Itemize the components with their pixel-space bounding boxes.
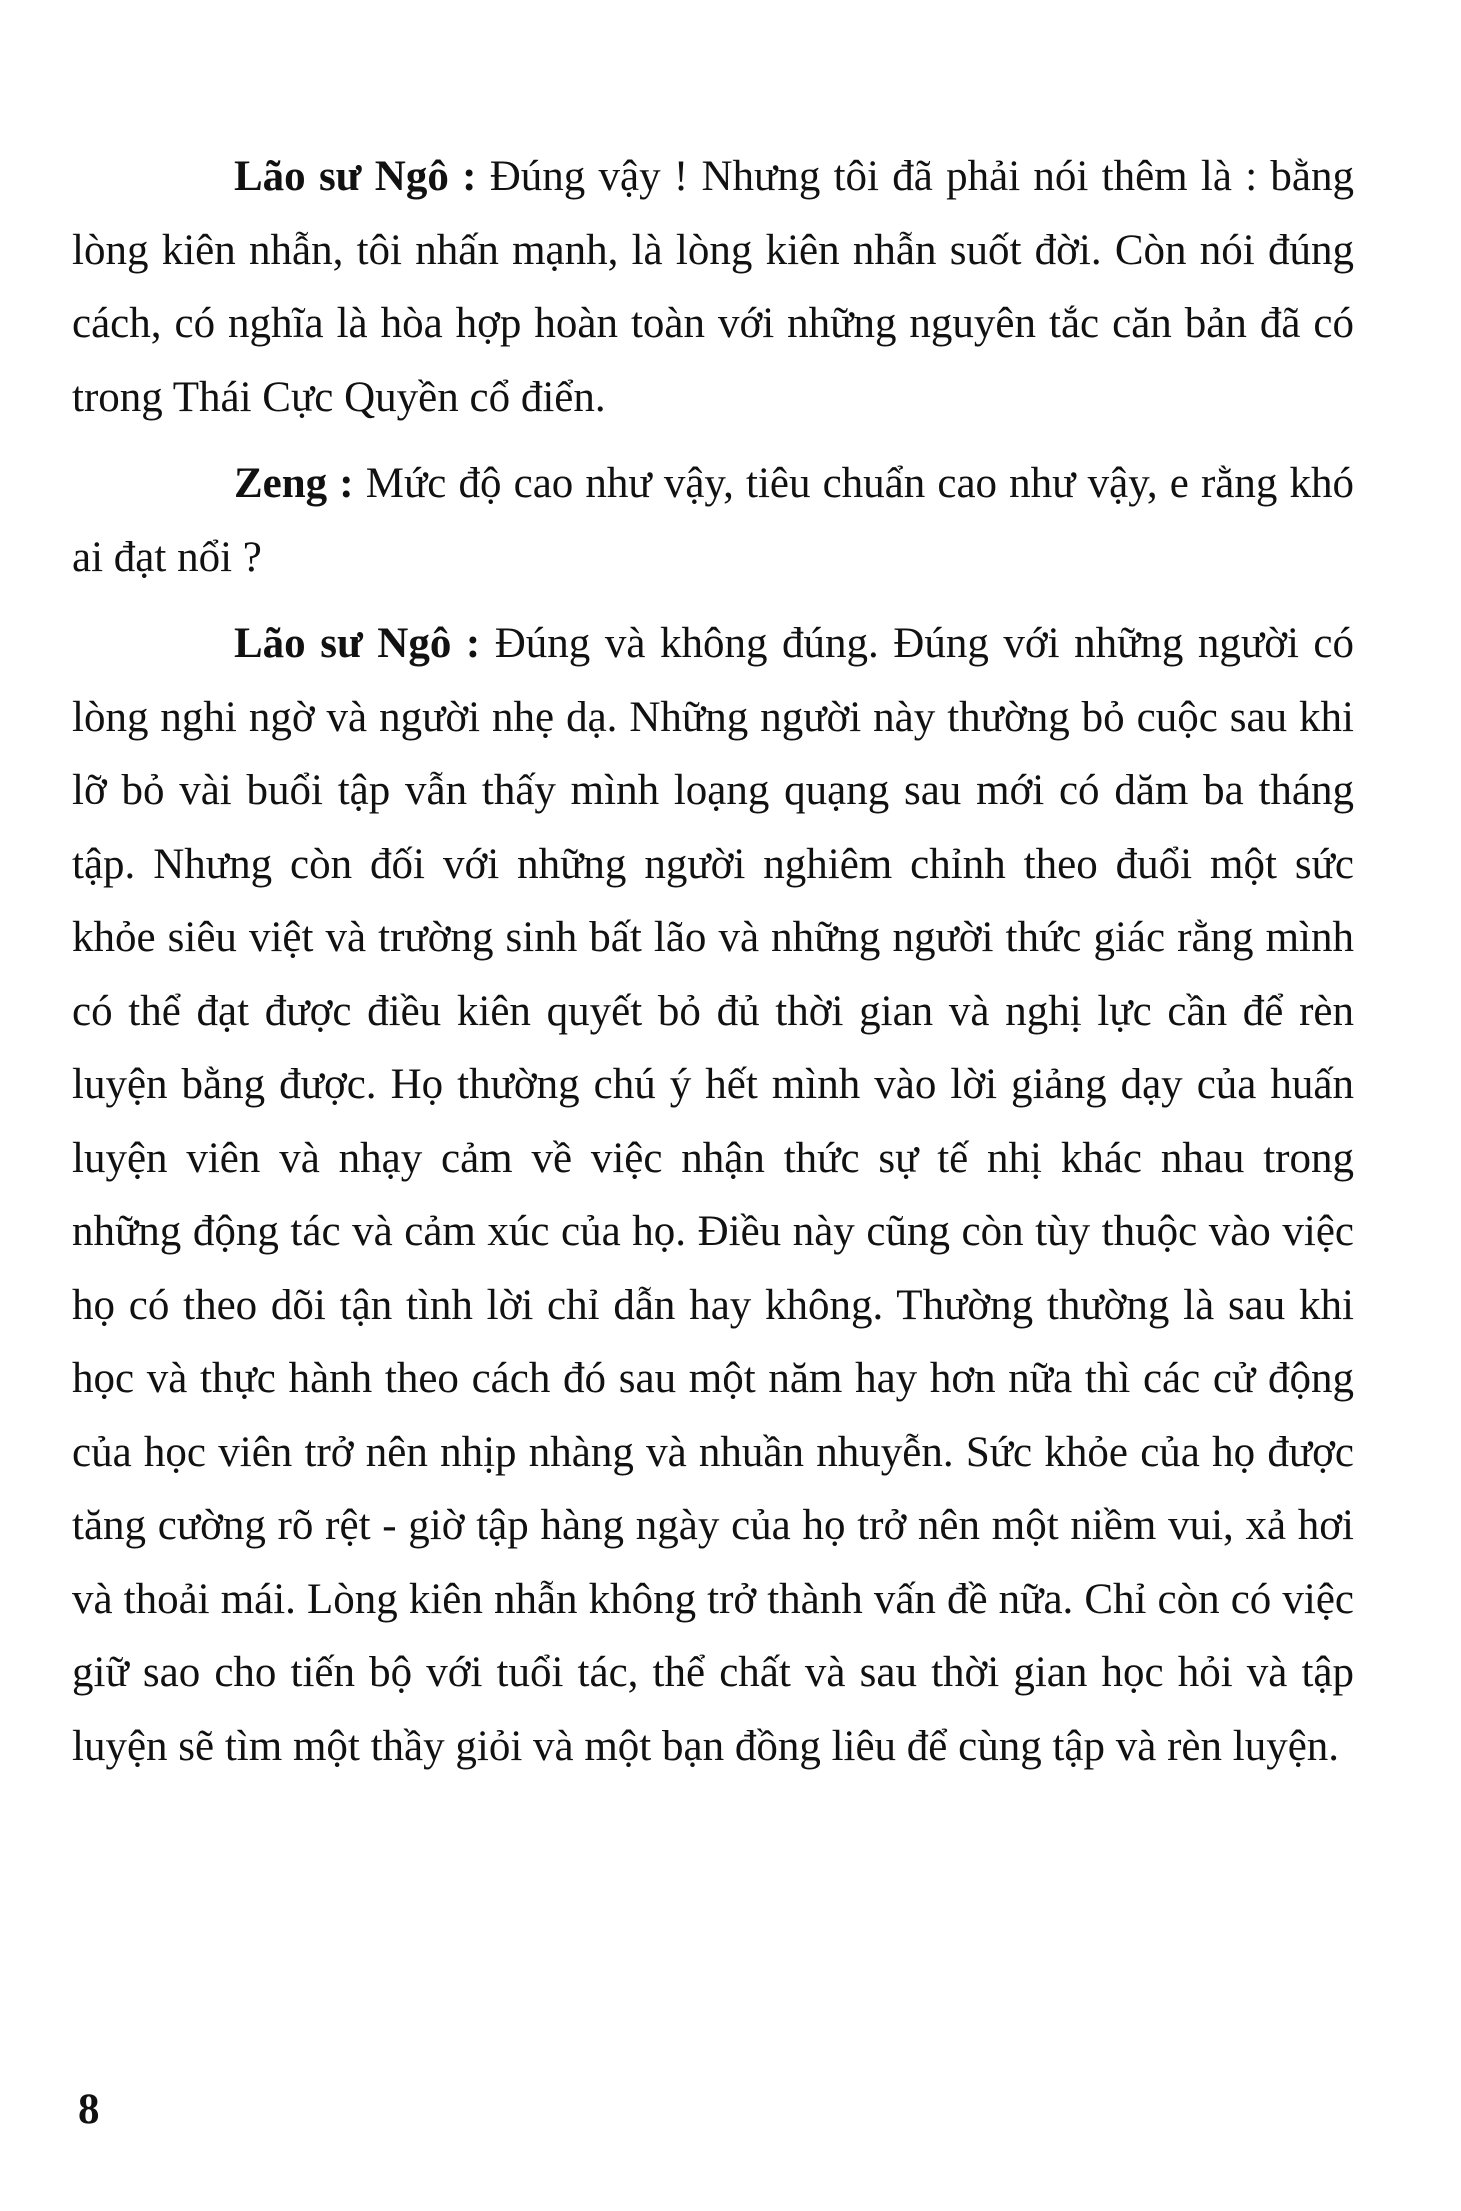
paragraph-text: Đúng vậy ! Nhưng tôi đã phải nói thêm là : bằng lòng kiên nhẫn, tôi nhấn mạnh, là lòng kiên nhẫn suốt đời. Còn nói đúng cách, có nghĩa là hòa hợp hoàn toàn với những nguyên tắc căn bản đã có trong Thái Cực Quyền cổ điển.	[72, 153, 1355, 421]
speaker-label: Lão sư Ngô :	[234, 620, 481, 667]
speaker-label: Lão sư Ngô :	[234, 153, 477, 200]
paragraph-3	[72, 607, 1354, 1783]
dialogue-text	[72, 140, 1354, 1783]
paragraph-text: Mức độ cao như vậy, tiêu chuẩn cao như vậy, e rằng khó ai đạt nổi ?	[72, 460, 1355, 581]
page-number: 8	[78, 2086, 100, 2133]
paragraph-1	[72, 140, 1354, 434]
speaker-label: Zeng :	[234, 460, 354, 507]
paragraph-2	[72, 447, 1354, 594]
paragraph-text: Đúng và không đúng. Đúng với những người có lòng nghi ngờ và người nhẹ dạ. Những người này thường bỏ cuộc sau khi lỡ bỏ vài buổi tập vẫn thấy mình loạng quạng sau mới có dăm ba tháng tập. Nhưng còn đối với những người nghiêm chỉnh theo đuổi một sức khỏe siêu việt và trường sinh bất lão và những người thức giác rằng mình có thể đạt được điều kiên quyết bỏ đủ thời gian và nghị lực cần để rèn luyện bằng được. Họ thường chú ý hết mình vào lời giảng dạy của huấn luyện viên và nhạy cảm về việc nhận thức sự tế nhị khác nhau trong những động tác và cảm xúc của họ. Điều này cũng còn tùy thuộc vào việc họ có theo dõi tận tình lời chỉ dẫn hay không. Thường thường là sau khi học và thực hành theo cách đó sau một năm hay hơn nữa thì các cử động của học viên trở nên nhịp nhàng và nhuần nhuyễn. Sức khỏe của họ được tăng cường rõ rệt - giờ tập hàng ngày của họ trở nên một niềm vui, xả hơi và thoải mái. Lòng kiên nhẫn không trở thành vấn đề nữa. Chỉ còn có việc giữ sao cho tiến bộ với tuổi tác, thể chất và sau thời gian học hỏi và tập luyện sẽ tìm một thầy giỏi và một bạn đồng liêu để cùng tập và rèn luyện.	[72, 620, 1355, 1770]
